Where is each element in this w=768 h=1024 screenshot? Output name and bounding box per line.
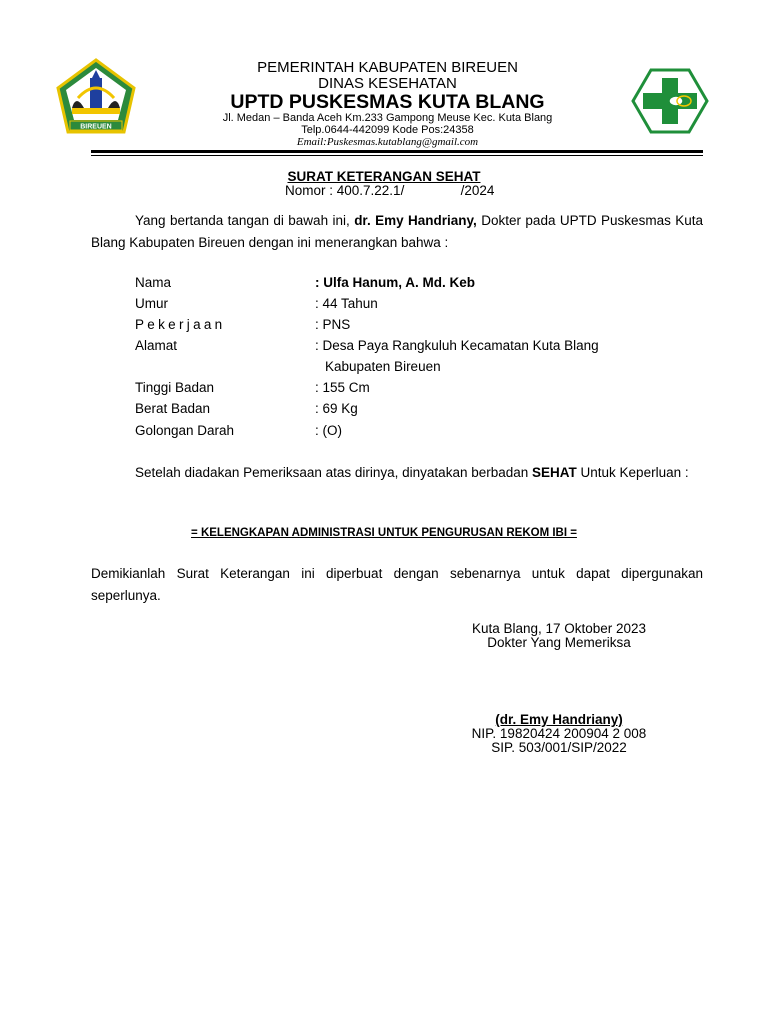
- label-alamat: Alamat: [135, 338, 178, 353]
- label-pekerjaan: Pekerjaan: [135, 317, 226, 332]
- value-tinggi: : 155 Cm: [315, 380, 370, 395]
- crest-text: BIREUEN: [80, 123, 112, 131]
- puskesmas-cross-icon: [631, 68, 709, 134]
- signature-name: (dr. Emy Handriany): [495, 712, 623, 727]
- letterhead-address: Jl. Medan – Banda Aceh Km.233 Gampong Meuse Kec. Kuta Blang: [222, 112, 553, 124]
- health-status: SEHAT: [532, 465, 577, 480]
- value-alamat-line2: Kabupaten Bireuen: [325, 359, 441, 374]
- value-umur: : 44 Tahun: [315, 296, 378, 311]
- label-golongan: Golongan Darah: [135, 423, 235, 438]
- value-berat: : 69 Kg: [315, 401, 358, 416]
- letterhead-government: PEMERINTAH KABUPATEN BIREUEN: [257, 59, 518, 76]
- closing-paragraph: Demikianlah Surat Keterangan ini diperbuat dengan sebenarnya untuk dapat dipergunakan seperlunya.: [91, 566, 703, 603]
- result-paragraph: Setelah diadakan Pemeriksaan atas dirinya, dinyatakan berbadan SEHAT Untuk Keperluan :: [135, 465, 689, 480]
- signature-sip: SIP. 503/001/SIP/2022: [491, 740, 627, 755]
- signature-role: Dokter Yang Memeriksa: [487, 635, 631, 650]
- purpose-line: = KELENGKAPAN ADMINISTRASI UNTUK PENGURUSAN REKOM IBI =: [191, 527, 577, 539]
- letterhead-phone: Telp.0644-442099 Kode Pos:24358: [301, 124, 474, 136]
- value-alamat-line1: : Desa Paya Rangkuluh Kecamatan Kuta Blang: [315, 338, 599, 353]
- letterhead-divider: [91, 150, 703, 153]
- letterhead-email: Email:Puskesmas.kutablang@gmail.com: [296, 136, 479, 148]
- bireuen-regency-crest-icon: [54, 58, 138, 134]
- opening-paragraph: Yang bertanda tangan di bawah ini, dr. Emy Handriany, Dokter pada UPTD Puskesmas Kuta Blang Kabupaten Bireuen dengan ini menerangkan bahwa :: [91, 213, 704, 250]
- label-nama: Nama: [135, 275, 172, 290]
- signature-place-date: Kuta Blang, 17 Oktober 2023: [471, 621, 647, 636]
- letterhead-divider-thin: [91, 155, 703, 156]
- letter-number: Nomor : 400.7.22.1/ /2024: [285, 183, 495, 198]
- label-berat: Berat Badan: [135, 401, 211, 416]
- value-nama: : Ulfa Hanum, A. Md. Keb: [315, 275, 476, 290]
- label-umur: Umur: [135, 296, 168, 311]
- doctor-name: dr. Emy Handriany,: [354, 213, 477, 228]
- signature-nip: NIP. 19820424 200904 2 008: [471, 726, 647, 741]
- letterhead-institution: UPTD PUSKESMAS KUTA BLANG: [230, 91, 545, 113]
- value-golongan: : (O): [315, 423, 342, 438]
- label-tinggi: Tinggi Badan: [135, 380, 215, 395]
- letter-title: SURAT KETERANGAN SEHAT: [287, 169, 481, 184]
- letterhead-department: DINAS KESEHATAN: [318, 75, 457, 92]
- value-pekerjaan: : PNS: [315, 317, 351, 332]
